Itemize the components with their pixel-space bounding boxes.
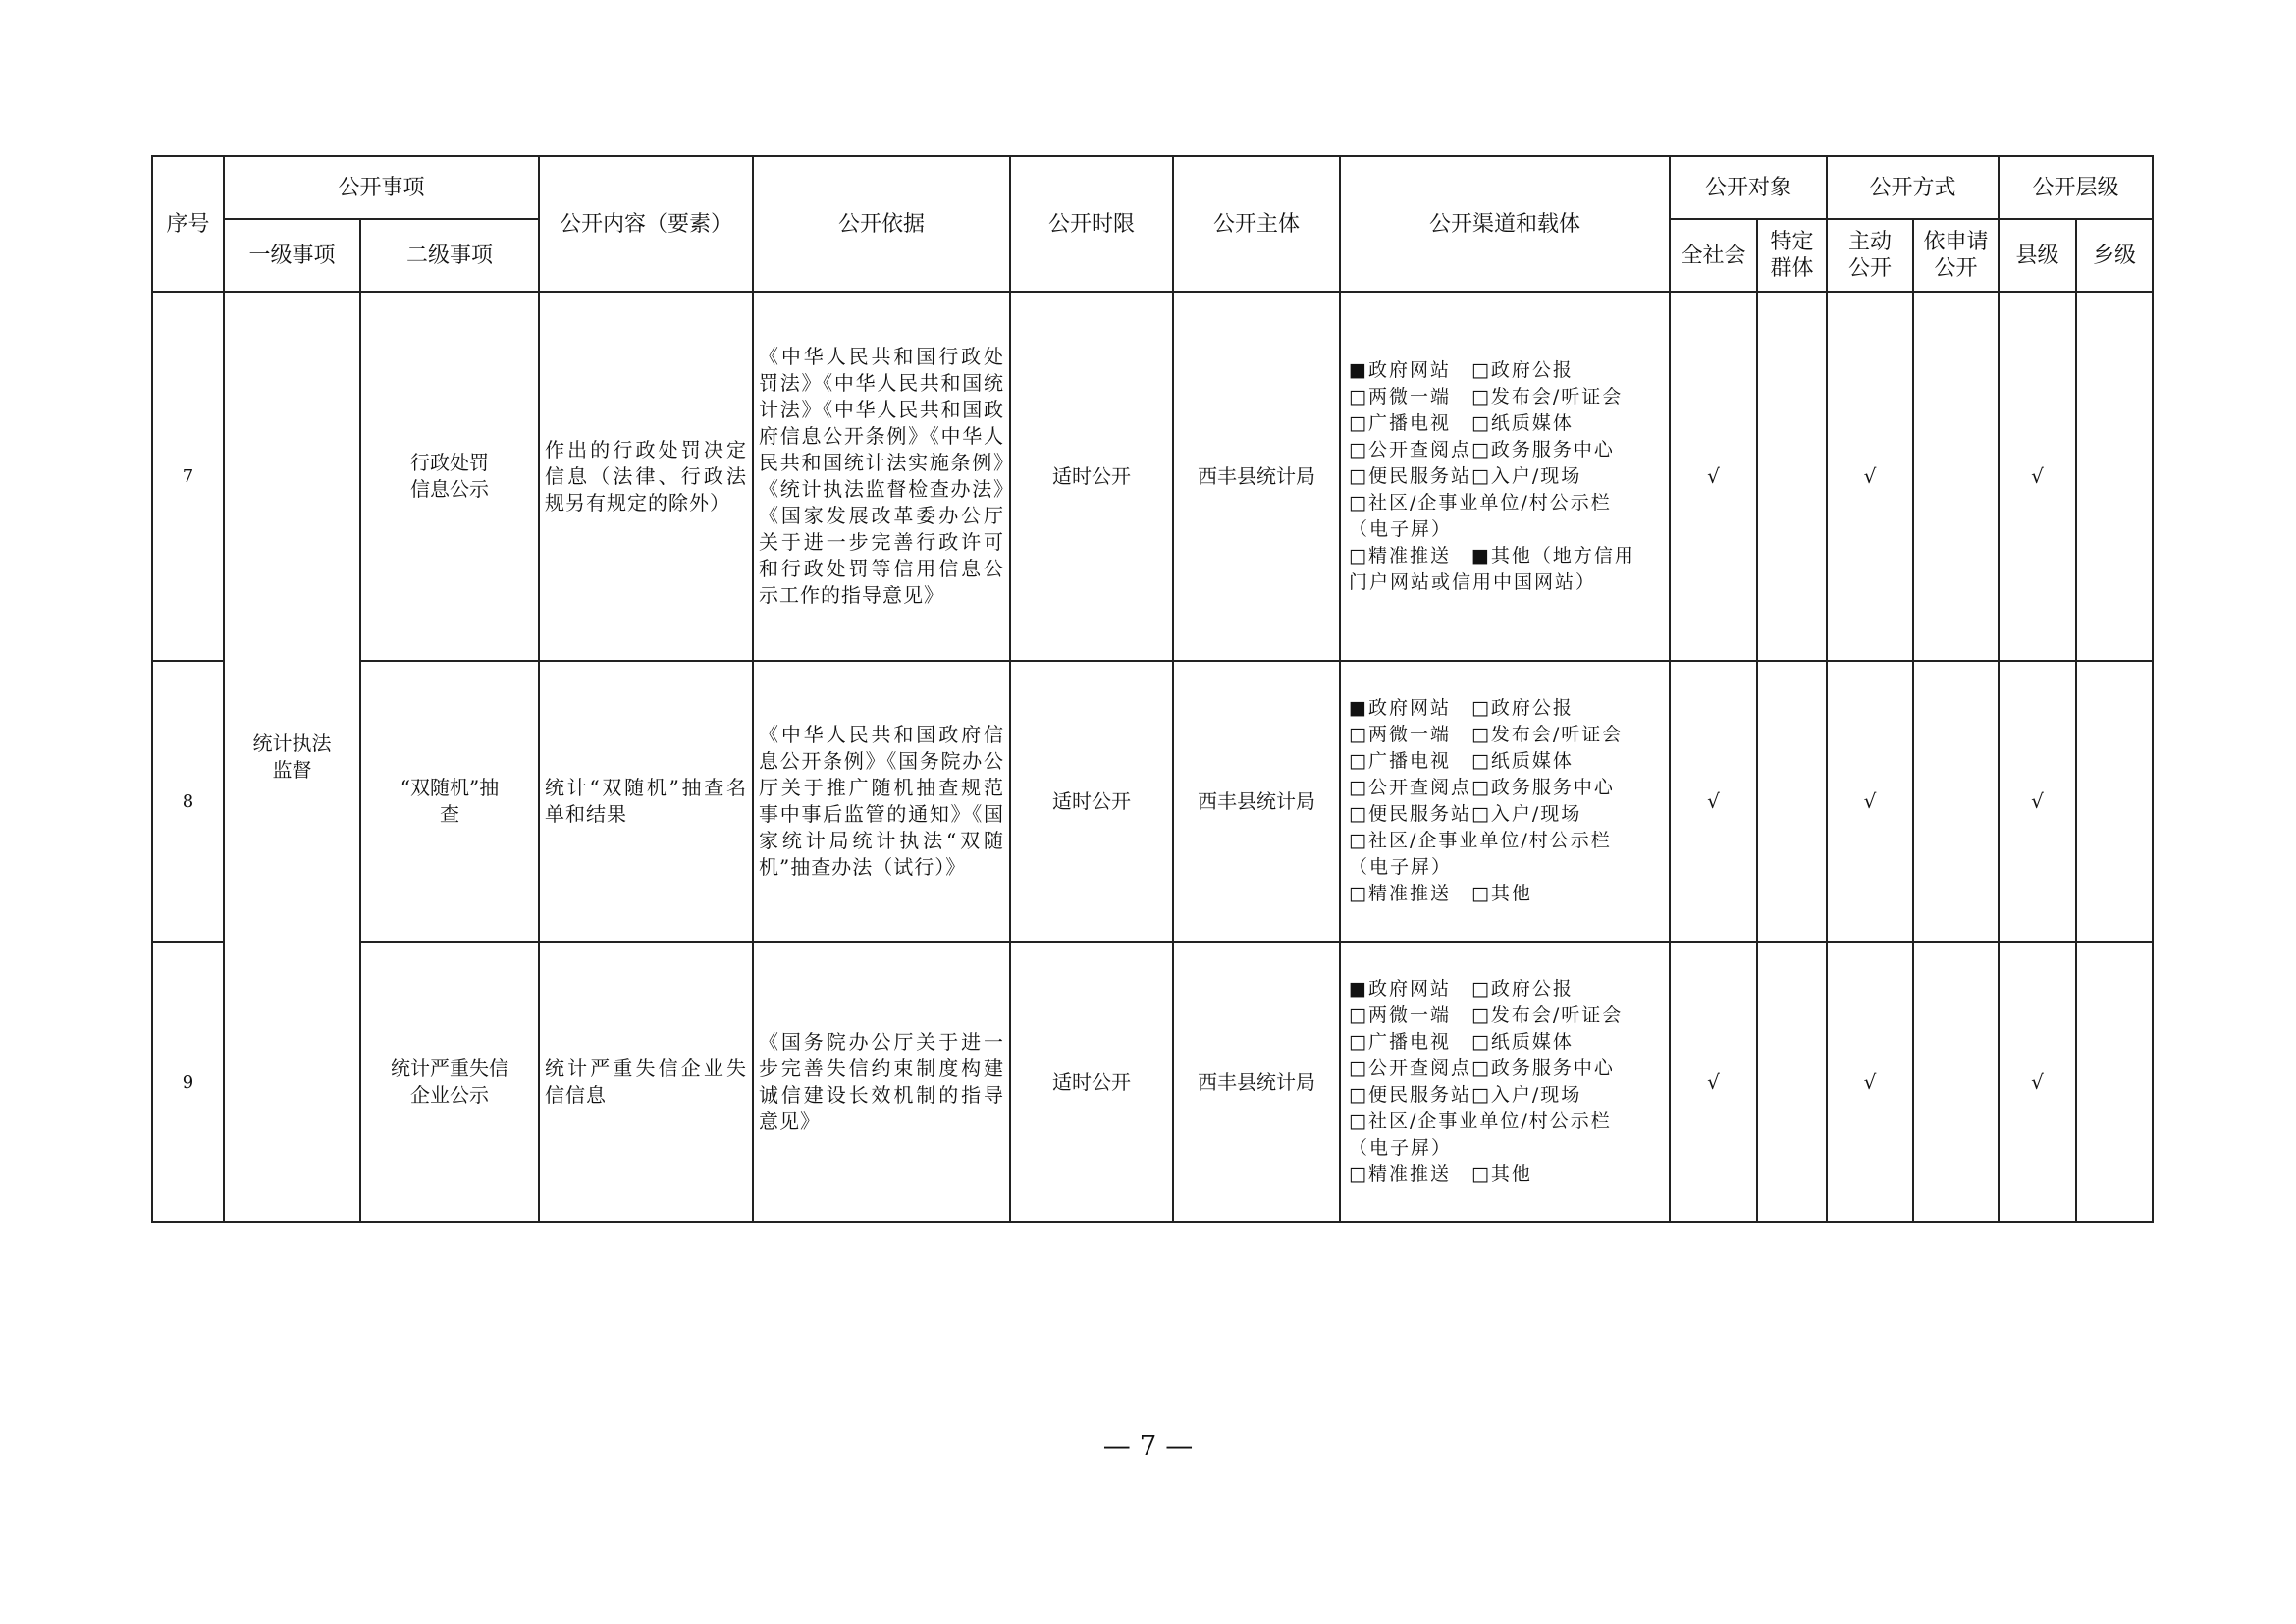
row-level-town [2076,661,2153,942]
row-level-town [2076,942,2153,1222]
header-level: 公开层级 [1999,156,2153,219]
row-target-specific [1757,942,1827,1222]
row-method-active: √ [1827,292,1913,661]
table-row [152,942,2153,1222]
header-level-town: 乡级 [2076,219,2153,292]
channel-line: □精准推送 □其他 [1349,1164,1532,1185]
channel-line: （电子屏） [1349,1137,1453,1159]
row-method-request [1913,292,1999,661]
header-subject: 公开主体 [1173,156,1340,292]
row-method-active: √ [1827,661,1913,942]
channel-line: □社区/企事业单位/村公示栏 [1349,1110,1612,1132]
header-channel: 公开渠道和载体 [1340,156,1670,292]
header-target: 公开对象 [1670,156,1827,219]
channel-line: ■政府网站 □政府公报 [1349,358,1574,381]
row-basis: 《中华人民共和国行政处罚法》《中华人民共和国统计法》《中华人民共和国政府信息公开条例》《中华人民共和国统计法实施条例》《统计执法监督检查办法》《国家发展改革委办公厅关于进一步完善行政许可和行政处罚等信用信息公示工作的指导意见》 [753,292,1010,661]
row-target-all: √ [1670,292,1757,661]
header-target-all: 全社会 [1670,219,1757,292]
header-matter: 公开事项 [224,156,539,219]
channel-line: □社区/企事业单位/村公示栏 [1349,491,1612,514]
channel-line: □两微一端 □发布会/听证会 [1349,724,1624,745]
row-target-all: √ [1670,661,1757,942]
row-subject: 西丰县统计局 [1173,292,1340,661]
channel-line: □广播电视 □纸质媒体 [1349,411,1574,434]
channel-line: ■政府网站 □政府公报 [1349,697,1574,719]
page-number: — 7 — [1102,1430,1194,1462]
row-time-limit: 适时公开 [1010,661,1173,942]
header-method: 公开方式 [1827,156,1999,219]
header-level2: 二级事项 [360,219,539,292]
table-row [152,661,2153,942]
row-seq: 8 [152,661,224,942]
row-method-request [1913,661,1999,942]
header-level-county: 县级 [1999,219,2076,292]
row-basis: 《中华人民共和国政府信息公开条例》《国务院办公厅关于推广随机抽查规范事中事后监管的通知》《国家统计局统计执法“双随机”抽查办法（试行）》 [753,661,1010,942]
disclosure-table [151,155,2154,1223]
channel-line: （电子屏） [1349,517,1453,540]
row-basis: 《国务院办公厅关于进一步完善失信约束制度构建诚信建设长效机制的指导意见》 [753,942,1010,1222]
row-target-all: √ [1670,942,1757,1222]
header-target-specific: 特定 群体 [1757,219,1827,292]
channel-line: □两微一端 □发布会/听证会 [1349,1004,1624,1026]
header-method-request: 依申请 公开 [1913,219,1999,292]
table-row [152,292,2153,661]
header-time-limit: 公开时限 [1010,156,1173,292]
header-method-active: 主动 公开 [1827,219,1913,292]
channel-line: □便民服务站□入户/现场 [1349,1084,1582,1106]
channel-line: （电子屏） [1349,856,1453,878]
header-content: 公开内容（要素） [539,156,753,292]
row-target-specific [1757,292,1827,661]
row-level2: 行政处罚 信息公示 [360,292,539,661]
row-time-limit: 适时公开 [1010,292,1173,661]
row-channels [1340,292,1670,661]
row-target-specific [1757,661,1827,942]
channel-line: □两微一端 □发布会/听证会 [1349,385,1624,407]
row-content: 统计严重失信企业失信信息 [539,942,753,1222]
header-basis: 公开依据 [753,156,1010,292]
channel-line: ■政府网站 □政府公报 [1349,978,1574,1000]
channel-line: □便民服务站□入户/现场 [1349,464,1582,487]
channel-line: □精准推送 □其他 [1349,883,1532,904]
channel-line: □广播电视 □纸质媒体 [1349,1031,1574,1053]
row-time-limit: 适时公开 [1010,942,1173,1222]
row-content: 统计“双随机”抽查名单和结果 [539,661,753,942]
channel-line: □便民服务站□入户/现场 [1349,803,1582,825]
channel-line: □广播电视 □纸质媒体 [1349,750,1574,772]
row-method-request [1913,942,1999,1222]
channel-line: □公开查阅点□政务服务中心 [1349,1057,1615,1079]
row-seq: 9 [152,942,224,1222]
row-channels [1340,942,1670,1222]
row-level2: 统计严重失信 企业公示 [360,942,539,1222]
row-subject: 西丰县统计局 [1173,942,1340,1222]
header-seq: 序号 [152,156,224,292]
row-subject: 西丰县统计局 [1173,661,1340,942]
row-channels [1340,661,1670,942]
channel-line: □社区/企事业单位/村公示栏 [1349,830,1612,851]
row-level-county: √ [1999,942,2076,1222]
row-level-county: √ [1999,292,2076,661]
row-method-active: √ [1827,942,1913,1222]
row-level-county: √ [1999,661,2076,942]
group-level1: 统计执法 监督 [224,292,360,1222]
channel-line: □精准推送 ■其他（地方信用 [1349,544,1635,567]
channel-line: 门户网站或信用中国网站） [1349,570,1597,593]
row-level2: “双随机”抽 查 [360,661,539,942]
row-level-town [2076,292,2153,661]
row-content: 作出的行政处罚决定信息（法律、行政法规另有规定的除外） [539,292,753,661]
header-level1: 一级事项 [224,219,360,292]
channel-line: □公开查阅点□政务服务中心 [1349,777,1615,798]
channel-line: □公开查阅点□政务服务中心 [1349,438,1615,460]
header-row-1 [152,156,2153,219]
row-seq: 7 [152,292,224,661]
